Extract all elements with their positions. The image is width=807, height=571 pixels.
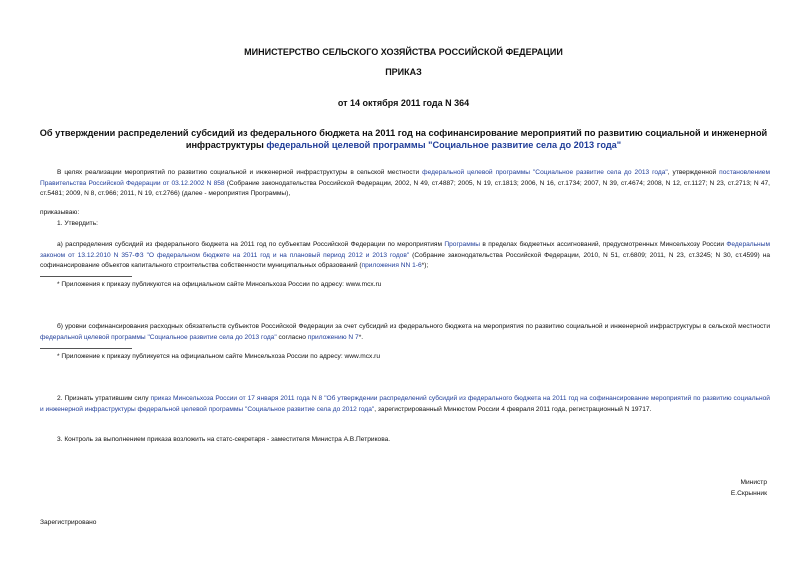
item-a-text-2: в пределах бюджетных ассигнований, предусмотренных Минсельхозу России bbox=[480, 241, 727, 248]
decree-link[interactable]: постановлением Правительства Российской Федерации от 03.12.2002 N 858 bbox=[40, 169, 771, 187]
footnote-2: * Приложение к приказу публикуется на официальном сайте Минсельхоза России по адресу: www.mcx.ru bbox=[57, 353, 381, 360]
signature-role: Министр bbox=[740, 479, 767, 486]
item-b-paragraph bbox=[40, 322, 770, 343]
program-link[interactable]: федеральной целевой программы "Социальное развитие села до 2013 года" bbox=[422, 169, 668, 176]
date-number-heading: от 14 октября 2011 года N 364 bbox=[337, 98, 470, 108]
footnote-divider-1 bbox=[40, 276, 132, 277]
item-a-text-4: *); bbox=[421, 262, 429, 269]
title-program-link[interactable]: федеральной целевой программы "Социальное развитие села до 2013 года" bbox=[266, 140, 622, 150]
intro-text-1: В целях реализации мероприятий по развитию социальной и инженерной инфраструктуры в сельской местности bbox=[57, 169, 423, 176]
item-2-paragraph bbox=[40, 394, 770, 415]
federal-law-link[interactable]: Федеральным законом от 13.12.2010 N 357-ФЗ "О федеральном бюджете на 2011 год и на плановый период 2012 и 2013 годов" bbox=[40, 241, 770, 259]
item-2-text-2: , зарегистрированный Минюстом России 4 февраля 2011 года, регистрационный N 19717. bbox=[374, 405, 652, 413]
programs-link[interactable]: Программы bbox=[444, 241, 480, 248]
item-a-text-1: а) распределения субсидий из федерального бюджета на 2011 год по субъектам Российской Федерации по мероприятиям bbox=[57, 241, 445, 248]
registered-label: Зарегистрировано bbox=[40, 519, 97, 526]
doc-type-heading: ПРИКАЗ bbox=[385, 67, 422, 77]
repealed-order-link[interactable]: приказ Минсельхоза России от 17 января 2011 года N 8 "Об утверждении распределений субсидий из федерального бюджета на 2011 год на софинансирование мероприятий по развитию социальной и инженерной инфраструктуры федеральной целевой программы "Социальное развитие села до 2012 года" bbox=[40, 395, 770, 413]
item-3: 3. Контроль за выполнением приказа возложить на статс-секретаря - заместителя Министра А.В.Петрикова. bbox=[57, 436, 391, 443]
appendices-1-6-link[interactable]: приложения NN 1-6 bbox=[361, 262, 422, 269]
footnote-divider-2 bbox=[40, 348, 132, 349]
intro-text-2: , утвержденной bbox=[667, 169, 720, 176]
item-a-paragraph bbox=[40, 240, 770, 272]
signature-block bbox=[731, 478, 767, 499]
footnote-1: * Приложения к приказу публикуются на официальном сайте Минсельхоза России по адресу: www.mcx.ru bbox=[57, 281, 382, 288]
document-title bbox=[32, 127, 775, 151]
intro-text-3: (Собрание законодательства Российской Федерации, 2002, N 49, ст.4887; 2005, N 19, ст.1813; 2006, N 16, ст.1734; 2007, N 39, ст.4674; 2008, N 12, ст.1127; N 23, ст.2713; N 47, ст.5481; 2009, N 8, ст.966; 2011, N 19, ст.2766) (далее - мероприятия Программы), bbox=[40, 179, 771, 197]
intro-paragraph bbox=[40, 168, 770, 200]
title-text: Об утверждении распределений субсидий из федерального бюджета на 2011 год на софинансирование мероприятий по развитию социальной и инженерной инфраструктуры bbox=[39, 128, 768, 150]
item-2-text-1: 2. Признать утратившим силу bbox=[57, 395, 151, 402]
ministry-heading: МИНИСТЕРСТВО СЕЛЬСКОГО ХОЗЯЙСТВА РОССИЙСКОЙ ФЕДЕРАЦИИ bbox=[244, 47, 563, 57]
appendix-7-link[interactable]: приложению N 7 bbox=[307, 333, 359, 341]
item-b-text-2: согласно bbox=[276, 333, 308, 341]
program-link-b[interactable]: федеральной целевой программы "Социальное развитие села до 2013 года" bbox=[40, 333, 277, 341]
order-word: приказываю: bbox=[40, 209, 80, 216]
item-b-text-1: б) уровни софинансирования расходных обязательств субъектов Российской Федерации за счет субсидий из федерального бюджета на мероприятия по развитию социальной и инженерной инфраструктуры в сельской местности bbox=[57, 323, 770, 330]
item-a-text-3: (Собрание законодательства Российской Федерации, 2010, N 51, ст.6809; 2011, N 23, ст.3245; N 30, ст.4599) на софинансирование объектов капитального строительства собственности муниципальных образований ( bbox=[40, 251, 770, 269]
item-b-text-3: *. bbox=[358, 333, 364, 341]
signature-name: Е.Скрынник bbox=[730, 489, 767, 497]
item-1: 1. Утвердить: bbox=[57, 220, 98, 227]
